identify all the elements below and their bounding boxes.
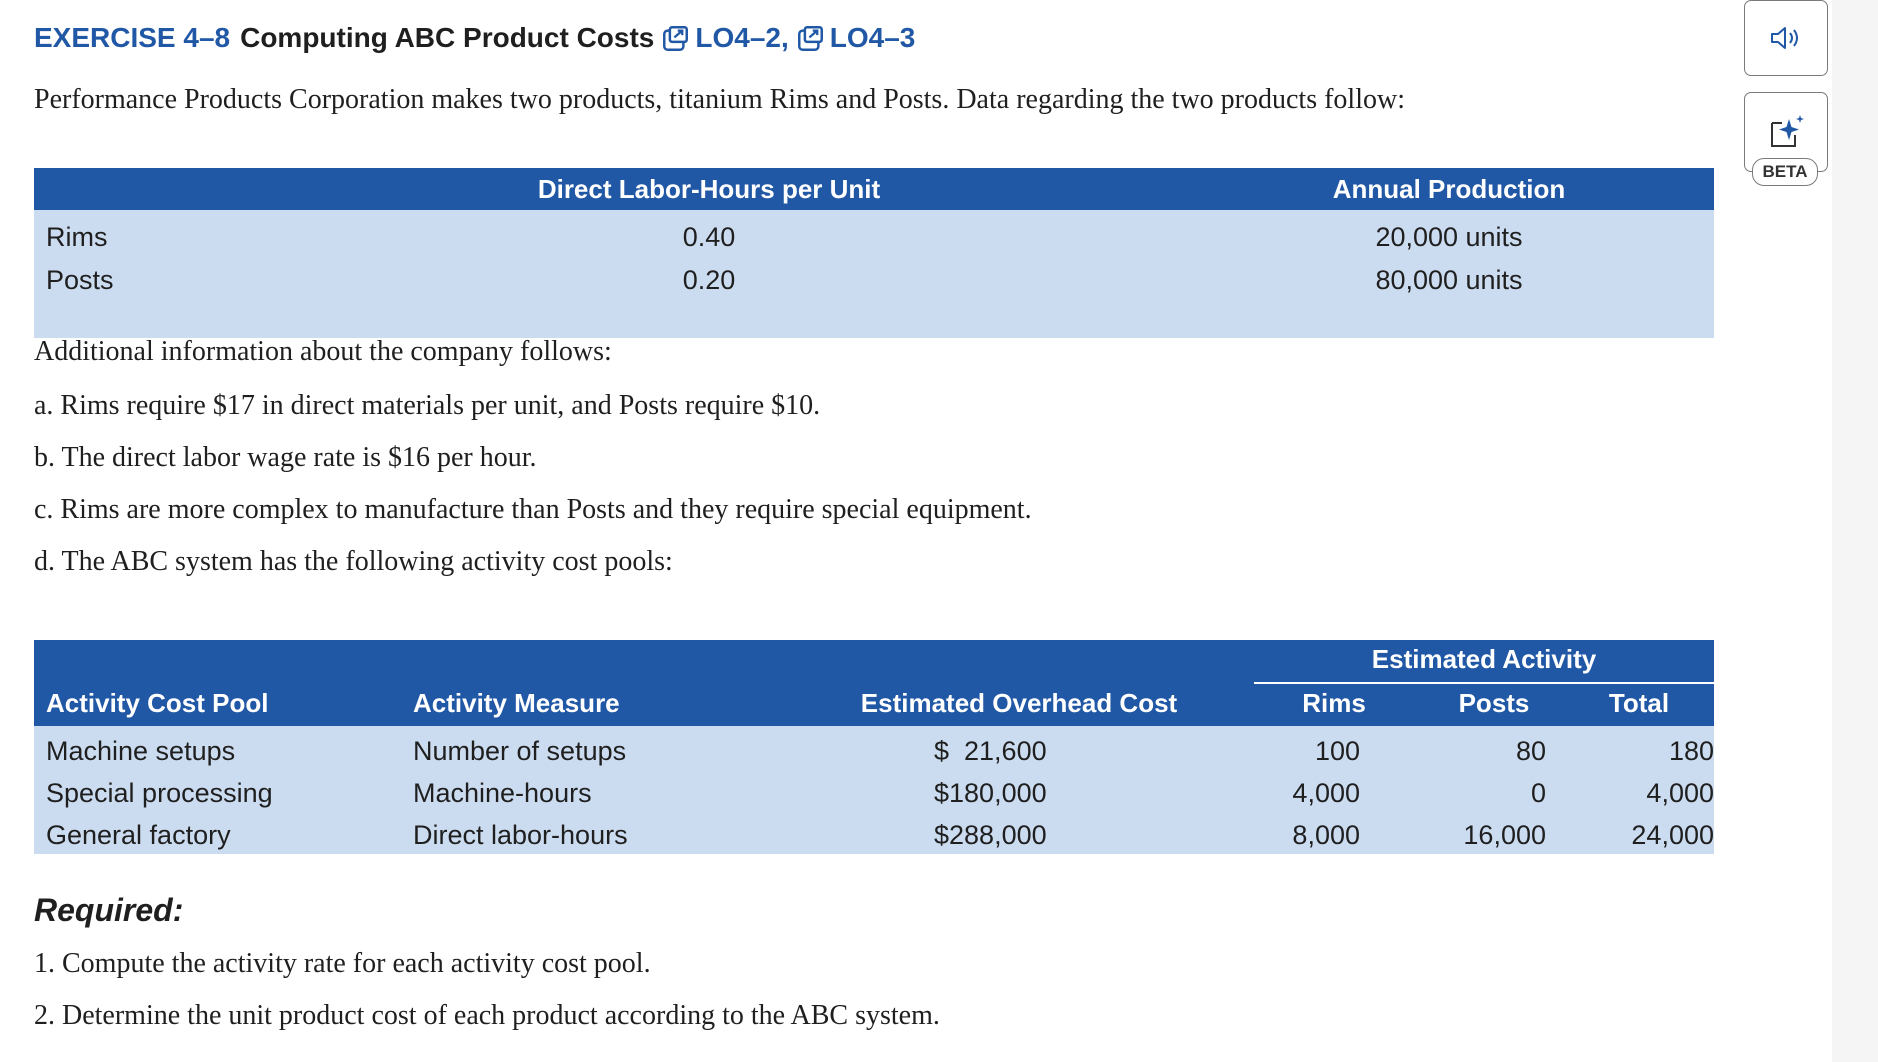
speaker-icon <box>1769 25 1803 51</box>
additional-item-d: d. The ABC system has the following activity cost pools: <box>34 546 673 577</box>
overhead-cost: $288,000 <box>934 820 1047 850</box>
additional-item-a: a. Rims require $17 in direct materials per unit, and Posts require $10. <box>34 390 821 421</box>
total-activity: 24,000 <box>1631 820 1714 850</box>
side-panel-background <box>1832 0 1878 1062</box>
sparkle-icon <box>1766 113 1806 151</box>
exercise-number: EXERCISE 4–8 <box>34 22 231 53</box>
column-header-dlh: Direct Labor-Hours per Unit <box>537 174 881 204</box>
column-header-production: Annual Production <box>1332 174 1566 204</box>
additional-item-c: c. Rims are more complex to manufacture than Posts and they require special equipment. <box>34 494 1032 525</box>
table-header-row <box>34 168 1714 210</box>
group-header-divider <box>1254 682 1714 684</box>
external-link-icon <box>797 25 824 52</box>
additional-item-b: b. The direct labor wage rate is $16 per hour. <box>34 442 537 473</box>
external-link-icon <box>662 25 689 52</box>
rims-activity: 4,000 <box>1292 778 1360 808</box>
column-header-pool: Activity Cost Pool <box>46 688 269 718</box>
column-header-total: Total <box>1608 688 1670 718</box>
activity-measure: Machine-hours <box>413 778 592 808</box>
production-value: 80,000 units <box>1375 265 1523 295</box>
lo-label-1: LO4–2, <box>695 22 789 53</box>
pool-name: General factory <box>46 820 231 850</box>
group-header-estimated-activity: Estimated Activity <box>1371 644 1597 674</box>
table-header <box>34 640 1714 726</box>
product-name: Posts <box>46 265 114 295</box>
learning-objective-link-2[interactable] <box>789 22 916 54</box>
dlh-value: 0.20 <box>682 265 736 295</box>
additional-heading: Additional information about the company follows: <box>34 336 612 367</box>
rims-activity: 8,000 <box>1292 820 1360 850</box>
intro-text: Performance Products Corporation makes two products, titanium Rims and Posts. Data regarding the two products follow: <box>34 84 1405 115</box>
required-item-1: 1. Compute the activity rate for each activity cost pool. <box>34 948 651 979</box>
audio-button[interactable] <box>1744 0 1828 76</box>
column-header-posts: Posts <box>1458 688 1530 718</box>
beta-badge: BETA <box>1752 158 1818 186</box>
column-header-rims: Rims <box>1302 688 1366 718</box>
overhead-cost: $ 21,600 <box>934 736 1047 766</box>
total-activity: 4,000 <box>1646 778 1714 808</box>
total-activity: 180 <box>1668 736 1714 766</box>
posts-activity: 80 <box>1515 736 1546 766</box>
product-data-table <box>34 168 1714 338</box>
activity-cost-pool-table <box>34 640 1714 854</box>
rims-activity: 100 <box>1314 736 1360 766</box>
table-body <box>34 210 1714 338</box>
exercise-title <box>34 18 915 58</box>
lo-label-2: LO4–3 <box>829 22 916 53</box>
dlh-value: 0.40 <box>682 222 736 252</box>
exercise-title-text: Computing ABC Product Costs <box>240 22 655 53</box>
activity-measure: Number of setups <box>413 736 627 766</box>
pool-name: Special processing <box>46 778 273 808</box>
pool-name: Machine setups <box>46 736 236 766</box>
column-header-measure: Activity Measure <box>413 688 620 718</box>
table-body <box>34 726 1714 854</box>
required-heading: Required: <box>34 892 184 928</box>
posts-activity: 0 <box>1530 778 1546 808</box>
product-name: Rims <box>46 222 108 252</box>
posts-activity: 16,000 <box>1463 820 1546 850</box>
learning-objective-link-1[interactable] <box>654 22 788 54</box>
column-header-cost: Estimated Overhead Cost <box>860 688 1178 718</box>
production-value: 20,000 units <box>1375 222 1523 252</box>
required-item-2: 2. Determine the unit product cost of each product according to the ABC system. <box>34 1000 940 1031</box>
activity-measure: Direct labor-hours <box>413 820 628 850</box>
overhead-cost: $180,000 <box>934 778 1047 808</box>
